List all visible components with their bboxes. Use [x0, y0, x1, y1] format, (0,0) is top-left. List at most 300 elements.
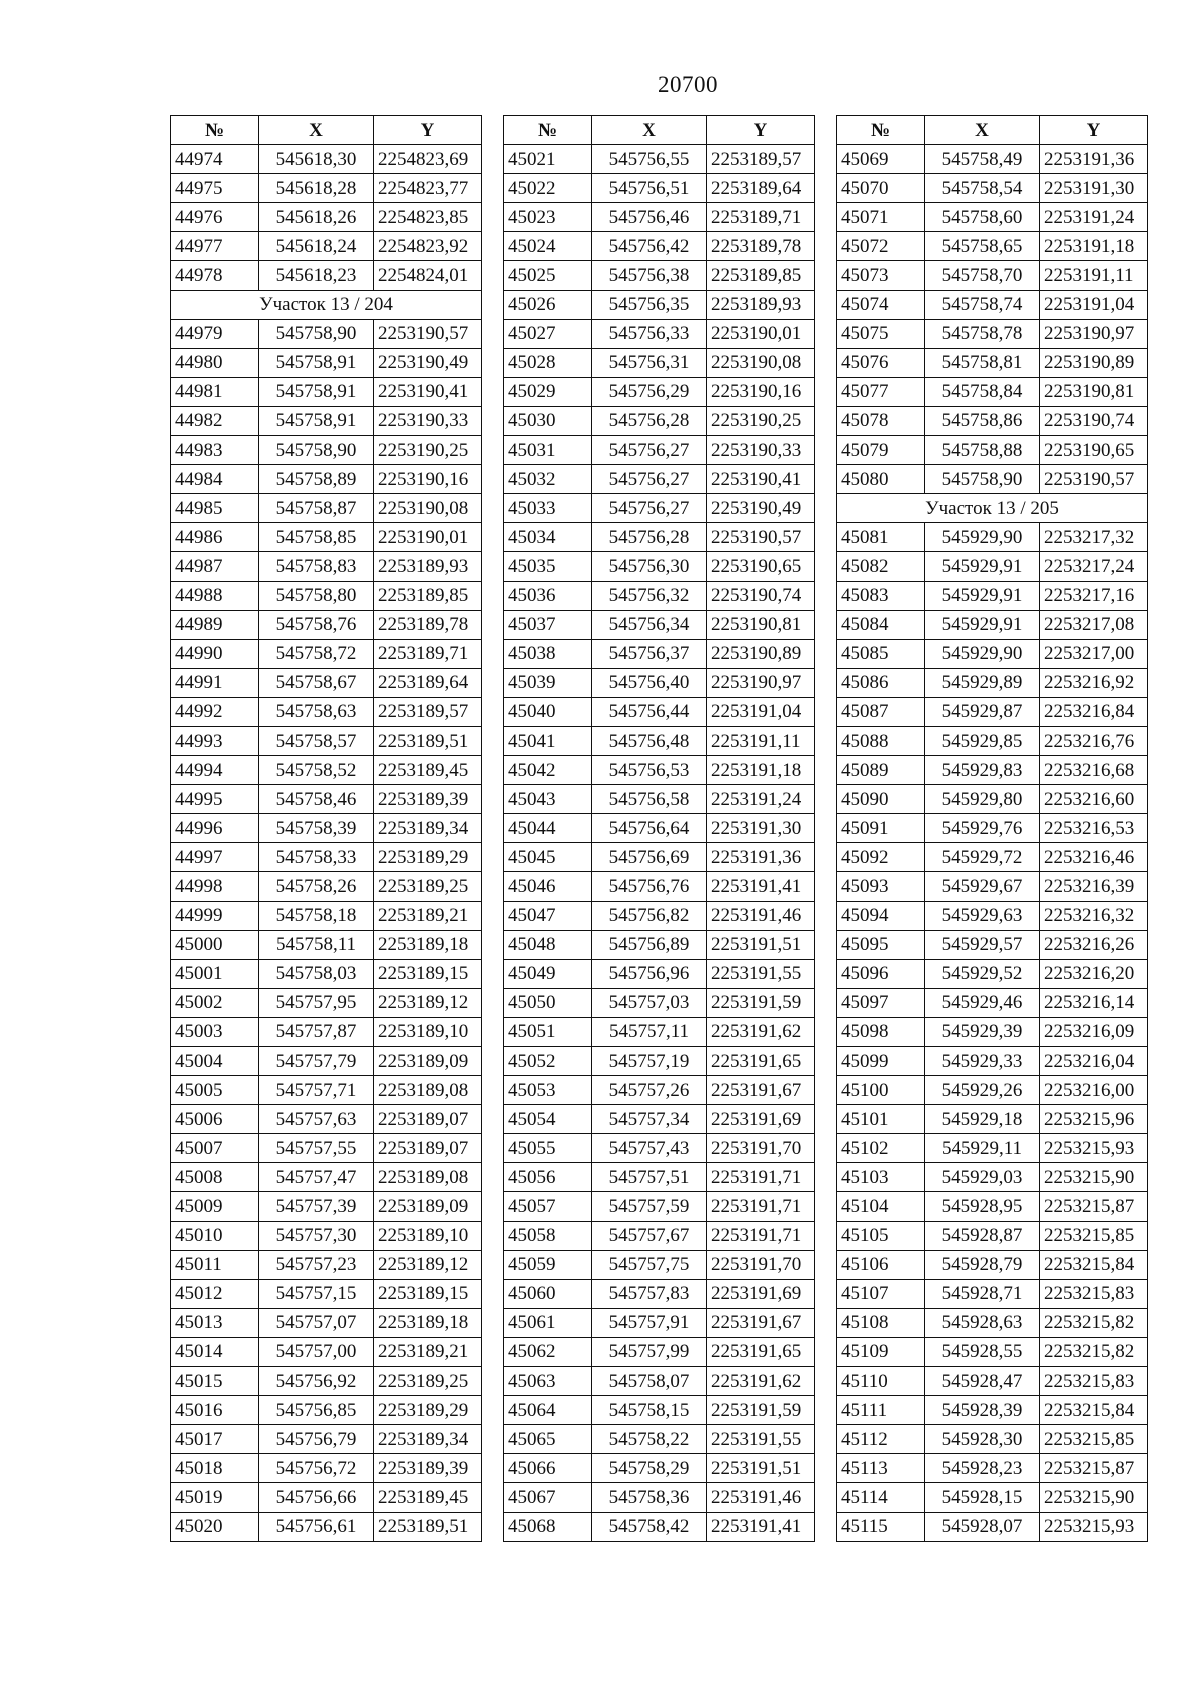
point-number-cell: 44992: [171, 697, 259, 726]
y-coordinate-cell: 2253189,78: [374, 610, 482, 639]
table-row: [171, 1512, 482, 1541]
point-number-cell: 45067: [504, 1483, 592, 1512]
x-coordinate-cell: 545757,15: [259, 1279, 374, 1308]
y-coordinate-cell: 2253189,45: [374, 1483, 482, 1512]
x-coordinate-cell: 545929,87: [925, 697, 1040, 726]
table-row: [837, 726, 1148, 755]
header-x: X: [925, 116, 1040, 145]
point-number-cell: 45092: [837, 843, 925, 872]
point-number-cell: 45098: [837, 1017, 925, 1046]
x-coordinate-cell: 545758,60: [925, 203, 1040, 232]
y-coordinate-cell: 2253189,57: [374, 697, 482, 726]
y-coordinate-cell: 2253191,24: [707, 785, 815, 814]
y-coordinate-cell: 2253215,83: [1040, 1279, 1148, 1308]
table-row: [504, 756, 815, 785]
table-row: [837, 1396, 1148, 1425]
x-coordinate-cell: 545758,46: [259, 785, 374, 814]
x-coordinate-cell: 545929,46: [925, 988, 1040, 1017]
y-coordinate-cell: 2253191,69: [707, 1279, 815, 1308]
section-row: [837, 494, 1148, 523]
y-coordinate-cell: 2253217,24: [1040, 552, 1148, 581]
header-y: Y: [374, 116, 482, 145]
x-coordinate-cell: 545756,48: [592, 726, 707, 755]
y-coordinate-cell: 2253191,71: [707, 1221, 815, 1250]
table-row: [504, 465, 815, 494]
y-coordinate-cell: 2253189,45: [374, 756, 482, 785]
x-coordinate-cell: 545756,53: [592, 756, 707, 785]
point-number-cell: 44996: [171, 814, 259, 843]
y-coordinate-cell: 2253216,92: [1040, 668, 1148, 697]
point-number-cell: 45095: [837, 930, 925, 959]
point-number-cell: 45012: [171, 1279, 259, 1308]
table-row: [837, 697, 1148, 726]
x-coordinate-cell: 545756,27: [592, 494, 707, 523]
point-number-cell: 45040: [504, 697, 592, 726]
point-number-cell: 45115: [837, 1512, 925, 1541]
y-coordinate-cell: 2253189,85: [374, 581, 482, 610]
point-number-cell: 45009: [171, 1192, 259, 1221]
table-row: [837, 610, 1148, 639]
x-coordinate-cell: 545757,95: [259, 988, 374, 1017]
table-row: [837, 203, 1148, 232]
x-coordinate-cell: 545929,26: [925, 1076, 1040, 1105]
point-number-cell: 45096: [837, 959, 925, 988]
point-number-cell: 45034: [504, 523, 592, 552]
table-row: [837, 1279, 1148, 1308]
table-row: [171, 726, 482, 755]
y-coordinate-cell: 2253191,04: [1040, 290, 1148, 319]
y-coordinate-cell: 2253216,53: [1040, 814, 1148, 843]
point-number-cell: 45089: [837, 756, 925, 785]
table-row: [171, 465, 482, 494]
y-coordinate-cell: 2253189,09: [374, 1047, 482, 1076]
y-coordinate-cell: 2253189,51: [374, 726, 482, 755]
point-number-cell: 44994: [171, 756, 259, 785]
x-coordinate-cell: 545929,83: [925, 756, 1040, 785]
table-row: [504, 1279, 815, 1308]
x-coordinate-cell: 545757,30: [259, 1221, 374, 1250]
y-coordinate-cell: 2253191,46: [707, 1483, 815, 1512]
y-coordinate-cell: 2253215,87: [1040, 1192, 1148, 1221]
x-coordinate-cell: 545756,40: [592, 668, 707, 697]
point-number-cell: 45070: [837, 174, 925, 203]
y-coordinate-cell: 2253190,49: [374, 348, 482, 377]
y-coordinate-cell: 2253191,59: [707, 988, 815, 1017]
table-row: [837, 785, 1148, 814]
y-coordinate-cell: 2253190,74: [707, 581, 815, 610]
table-row: [504, 872, 815, 901]
y-coordinate-cell: 2253190,01: [374, 523, 482, 552]
table-row: [837, 232, 1148, 261]
y-coordinate-cell: 2253190,01: [707, 319, 815, 348]
x-coordinate-cell: 545757,47: [259, 1163, 374, 1192]
x-coordinate-cell: 545758,52: [259, 756, 374, 785]
table-row: [837, 261, 1148, 290]
point-number-cell: 45101: [837, 1105, 925, 1134]
y-coordinate-cell: 2253190,97: [1040, 319, 1148, 348]
x-coordinate-cell: 545758,87: [259, 494, 374, 523]
point-number-cell: 45015: [171, 1367, 259, 1396]
y-coordinate-cell: 2253191,41: [707, 872, 815, 901]
y-coordinate-cell: 2253190,41: [707, 465, 815, 494]
table-row: [837, 1250, 1148, 1279]
y-coordinate-cell: 2253191,55: [707, 1425, 815, 1454]
point-number-cell: 44979: [171, 319, 259, 348]
table-row: [504, 1367, 815, 1396]
table-row: [171, 261, 482, 290]
point-number-cell: 44985: [171, 494, 259, 523]
table-header-row: [837, 116, 1148, 145]
point-number-cell: 45008: [171, 1163, 259, 1192]
y-coordinate-cell: 2253189,85: [707, 261, 815, 290]
table-row: [837, 814, 1148, 843]
point-number-cell: 45048: [504, 930, 592, 959]
point-number-cell: 45039: [504, 668, 592, 697]
x-coordinate-cell: 545618,23: [259, 261, 374, 290]
x-coordinate-cell: 545757,67: [592, 1221, 707, 1250]
table-row: [171, 1192, 482, 1221]
x-coordinate-cell: 545757,19: [592, 1047, 707, 1076]
y-coordinate-cell: 2253189,09: [374, 1192, 482, 1221]
y-coordinate-cell: 2253191,67: [707, 1308, 815, 1337]
table-row: [504, 1047, 815, 1076]
y-coordinate-cell: 2253190,89: [707, 639, 815, 668]
y-coordinate-cell: 2253191,30: [707, 814, 815, 843]
y-coordinate-cell: 2253217,08: [1040, 610, 1148, 639]
point-number-cell: 45013: [171, 1308, 259, 1337]
y-coordinate-cell: 2253189,10: [374, 1017, 482, 1046]
point-number-cell: 45102: [837, 1134, 925, 1163]
y-coordinate-cell: 2253191,04: [707, 697, 815, 726]
table-row: [837, 988, 1148, 1017]
x-coordinate-cell: 545756,69: [592, 843, 707, 872]
y-coordinate-cell: 2253216,68: [1040, 756, 1148, 785]
table-row: [171, 1134, 482, 1163]
y-coordinate-cell: 2253215,87: [1040, 1454, 1148, 1483]
y-coordinate-cell: 2253215,82: [1040, 1337, 1148, 1366]
table-row: [504, 843, 815, 872]
x-coordinate-cell: 545928,79: [925, 1250, 1040, 1279]
x-coordinate-cell: 545758,81: [925, 348, 1040, 377]
point-number-cell: 45030: [504, 406, 592, 435]
table-row: [837, 1221, 1148, 1250]
point-number-cell: 45023: [504, 203, 592, 232]
y-coordinate-cell: 2253190,57: [374, 319, 482, 348]
point-number-cell: 44988: [171, 581, 259, 610]
table-row: [171, 1163, 482, 1192]
point-number-cell: 44995: [171, 785, 259, 814]
table-row: [504, 930, 815, 959]
y-coordinate-cell: 2253217,00: [1040, 639, 1148, 668]
table-row: [837, 406, 1148, 435]
header-number: №: [504, 116, 592, 145]
y-coordinate-cell: 2253189,29: [374, 1396, 482, 1425]
x-coordinate-cell: 545756,58: [592, 785, 707, 814]
table-row: [504, 814, 815, 843]
y-coordinate-cell: 2254823,77: [374, 174, 482, 203]
y-coordinate-cell: 2253191,51: [707, 1454, 815, 1483]
point-number-cell: 45051: [504, 1017, 592, 1046]
x-coordinate-cell: 545758,86: [925, 406, 1040, 435]
table-row: [504, 1076, 815, 1105]
x-coordinate-cell: 545757,87: [259, 1017, 374, 1046]
point-number-cell: 44998: [171, 872, 259, 901]
x-coordinate-cell: 545757,43: [592, 1134, 707, 1163]
table-row: [504, 581, 815, 610]
point-number-cell: 45000: [171, 930, 259, 959]
x-coordinate-cell: 545758,90: [259, 319, 374, 348]
y-coordinate-cell: 2253191,70: [707, 1250, 815, 1279]
y-coordinate-cell: 2253189,64: [374, 668, 482, 697]
y-coordinate-cell: 2253191,18: [707, 756, 815, 785]
point-number-cell: 45083: [837, 581, 925, 610]
x-coordinate-cell: 545756,27: [592, 465, 707, 494]
x-coordinate-cell: 545929,90: [925, 639, 1040, 668]
point-number-cell: 45026: [504, 290, 592, 319]
x-coordinate-cell: 545758,15: [592, 1396, 707, 1425]
x-coordinate-cell: 545756,33: [592, 319, 707, 348]
x-coordinate-cell: 545756,29: [592, 377, 707, 406]
y-coordinate-cell: 2253189,15: [374, 1279, 482, 1308]
y-coordinate-cell: 2253216,46: [1040, 843, 1148, 872]
point-number-cell: 44974: [171, 145, 259, 174]
point-number-cell: 45001: [171, 959, 259, 988]
y-coordinate-cell: 2253191,11: [1040, 261, 1148, 290]
table-row: [837, 377, 1148, 406]
point-number-cell: 45053: [504, 1076, 592, 1105]
y-coordinate-cell: 2253215,84: [1040, 1396, 1148, 1425]
table-row: [504, 1134, 815, 1163]
x-coordinate-cell: 545929,52: [925, 959, 1040, 988]
y-coordinate-cell: 2254824,01: [374, 261, 482, 290]
header-number: №: [837, 116, 925, 145]
x-coordinate-cell: 545756,30: [592, 552, 707, 581]
x-coordinate-cell: 545758,76: [259, 610, 374, 639]
point-number-cell: 45056: [504, 1163, 592, 1192]
y-coordinate-cell: 2253190,41: [374, 377, 482, 406]
x-coordinate-cell: 545758,11: [259, 930, 374, 959]
header-x: X: [592, 116, 707, 145]
table-row: [837, 756, 1148, 785]
point-number-cell: 45019: [171, 1483, 259, 1512]
point-number-cell: 45090: [837, 785, 925, 814]
point-number-cell: 45107: [837, 1279, 925, 1308]
x-coordinate-cell: 545929,11: [925, 1134, 1040, 1163]
x-coordinate-cell: 545756,35: [592, 290, 707, 319]
table-row: [837, 1047, 1148, 1076]
x-coordinate-cell: 545928,63: [925, 1308, 1040, 1337]
x-coordinate-cell: 545928,39: [925, 1396, 1040, 1425]
point-number-cell: 45086: [837, 668, 925, 697]
x-coordinate-cell: 545757,07: [259, 1308, 374, 1337]
table-row: [837, 348, 1148, 377]
point-number-cell: 44977: [171, 232, 259, 261]
point-number-cell: 45109: [837, 1337, 925, 1366]
table-row: [171, 668, 482, 697]
y-coordinate-cell: 2253189,93: [374, 552, 482, 581]
point-number-cell: 45054: [504, 1105, 592, 1134]
point-number-cell: 45038: [504, 639, 592, 668]
point-number-cell: 44999: [171, 901, 259, 930]
y-coordinate-cell: 2253215,83: [1040, 1367, 1148, 1396]
header-y: Y: [1040, 116, 1148, 145]
x-coordinate-cell: 545929,90: [925, 523, 1040, 552]
point-number-cell: 44976: [171, 203, 259, 232]
table-row: [171, 1308, 482, 1337]
table-row: [504, 1512, 815, 1541]
table-row: [171, 203, 482, 232]
y-coordinate-cell: 2253191,11: [707, 726, 815, 755]
header-y: Y: [707, 116, 815, 145]
point-number-cell: 45100: [837, 1076, 925, 1105]
x-coordinate-cell: 545618,28: [259, 174, 374, 203]
y-coordinate-cell: 2253189,18: [374, 930, 482, 959]
y-coordinate-cell: 2253216,26: [1040, 930, 1148, 959]
point-number-cell: 45091: [837, 814, 925, 843]
x-coordinate-cell: 545756,55: [592, 145, 707, 174]
y-coordinate-cell: 2253189,71: [707, 203, 815, 232]
y-coordinate-cell: 2253215,93: [1040, 1134, 1148, 1163]
x-coordinate-cell: 545756,44: [592, 697, 707, 726]
table-row: [171, 930, 482, 959]
point-number-cell: 45052: [504, 1047, 592, 1076]
point-number-cell: 45080: [837, 465, 925, 494]
x-coordinate-cell: 545929,91: [925, 581, 1040, 610]
table-row: [837, 930, 1148, 959]
point-number-cell: 45077: [837, 377, 925, 406]
y-coordinate-cell: 2253190,81: [707, 610, 815, 639]
x-coordinate-cell: 545758,70: [925, 261, 1040, 290]
table-row: [837, 1308, 1148, 1337]
table-row: [504, 436, 815, 465]
table-row: [171, 1221, 482, 1250]
y-coordinate-cell: 2253189,10: [374, 1221, 482, 1250]
y-coordinate-cell: 2253191,55: [707, 959, 815, 988]
x-coordinate-cell: 545757,71: [259, 1076, 374, 1105]
table-row: [504, 726, 815, 755]
point-number-cell: 45094: [837, 901, 925, 930]
y-coordinate-cell: 2253215,82: [1040, 1308, 1148, 1337]
y-coordinate-cell: 2253189,21: [374, 901, 482, 930]
y-coordinate-cell: 2253190,33: [374, 406, 482, 435]
x-coordinate-cell: 545758,78: [925, 319, 1040, 348]
point-number-cell: 45103: [837, 1163, 925, 1192]
x-coordinate-cell: 545756,64: [592, 814, 707, 843]
table-row: [837, 552, 1148, 581]
point-number-cell: 45058: [504, 1221, 592, 1250]
point-number-cell: 45061: [504, 1308, 592, 1337]
x-coordinate-cell: 545757,83: [592, 1279, 707, 1308]
x-coordinate-cell: 545757,55: [259, 1134, 374, 1163]
point-number-cell: 45097: [837, 988, 925, 1017]
table-row: [171, 872, 482, 901]
table-row: [171, 552, 482, 581]
y-coordinate-cell: 2253216,39: [1040, 872, 1148, 901]
y-coordinate-cell: 2253215,84: [1040, 1250, 1148, 1279]
x-coordinate-cell: 545929,33: [925, 1047, 1040, 1076]
table-row: [504, 959, 815, 988]
x-coordinate-cell: 545929,03: [925, 1163, 1040, 1192]
point-number-cell: 45081: [837, 523, 925, 552]
point-number-cell: 45028: [504, 348, 592, 377]
x-coordinate-cell: 545756,46: [592, 203, 707, 232]
point-number-cell: 45075: [837, 319, 925, 348]
point-number-cell: 45016: [171, 1396, 259, 1425]
x-coordinate-cell: 545618,24: [259, 232, 374, 261]
y-coordinate-cell: 2253216,09: [1040, 1017, 1148, 1046]
y-coordinate-cell: 2253190,25: [707, 406, 815, 435]
x-coordinate-cell: 545758,84: [925, 377, 1040, 406]
x-coordinate-cell: 545929,76: [925, 814, 1040, 843]
point-number-cell: 44997: [171, 843, 259, 872]
x-coordinate-cell: 545929,72: [925, 843, 1040, 872]
table-row: [171, 348, 482, 377]
y-coordinate-cell: 2253215,93: [1040, 1512, 1148, 1541]
point-number-cell: 45044: [504, 814, 592, 843]
x-coordinate-cell: 545756,79: [259, 1425, 374, 1454]
y-coordinate-cell: 2253189,57: [707, 145, 815, 174]
x-coordinate-cell: 545758,90: [259, 436, 374, 465]
table-row: [837, 1017, 1148, 1046]
table-header-row: [171, 116, 482, 145]
y-coordinate-cell: 2253189,18: [374, 1308, 482, 1337]
y-coordinate-cell: 2253217,16: [1040, 581, 1148, 610]
x-coordinate-cell: 545928,23: [925, 1454, 1040, 1483]
table-row: [504, 377, 815, 406]
point-number-cell: 45104: [837, 1192, 925, 1221]
point-number-cell: 45093: [837, 872, 925, 901]
point-number-cell: 44983: [171, 436, 259, 465]
point-number-cell: 45037: [504, 610, 592, 639]
table-row: [837, 1337, 1148, 1366]
table-row: [837, 1454, 1148, 1483]
x-coordinate-cell: 545758,39: [259, 814, 374, 843]
point-number-cell: 44990: [171, 639, 259, 668]
y-coordinate-cell: 2253191,65: [707, 1337, 815, 1366]
point-number-cell: 45066: [504, 1454, 592, 1483]
x-coordinate-cell: 545929,91: [925, 610, 1040, 639]
y-coordinate-cell: 2253191,67: [707, 1076, 815, 1105]
y-coordinate-cell: 2253189,25: [374, 872, 482, 901]
point-number-cell: 45085: [837, 639, 925, 668]
point-number-cell: 45076: [837, 348, 925, 377]
y-coordinate-cell: 2253190,65: [707, 552, 815, 581]
y-coordinate-cell: 2253215,96: [1040, 1105, 1148, 1134]
point-number-cell: 45041: [504, 726, 592, 755]
section-title: Участок 13 / 204: [171, 290, 482, 319]
table-row: [504, 174, 815, 203]
y-coordinate-cell: 2253215,90: [1040, 1163, 1148, 1192]
x-coordinate-cell: 545758,85: [259, 523, 374, 552]
y-coordinate-cell: 2253216,20: [1040, 959, 1148, 988]
x-coordinate-cell: 545758,03: [259, 959, 374, 988]
x-coordinate-cell: 545758,18: [259, 901, 374, 930]
point-number-cell: 44978: [171, 261, 259, 290]
point-number-cell: 45087: [837, 697, 925, 726]
table-row: [837, 1425, 1148, 1454]
x-coordinate-cell: 545757,75: [592, 1250, 707, 1279]
x-coordinate-cell: 545758,72: [259, 639, 374, 668]
y-coordinate-cell: 2254823,85: [374, 203, 482, 232]
table-row: [837, 174, 1148, 203]
table-row: [171, 377, 482, 406]
table-row: [837, 581, 1148, 610]
y-coordinate-cell: 2253190,97: [707, 668, 815, 697]
x-coordinate-cell: 545756,85: [259, 1396, 374, 1425]
table-row: [171, 959, 482, 988]
y-coordinate-cell: 2253191,71: [707, 1192, 815, 1221]
y-coordinate-cell: 2253189,07: [374, 1105, 482, 1134]
